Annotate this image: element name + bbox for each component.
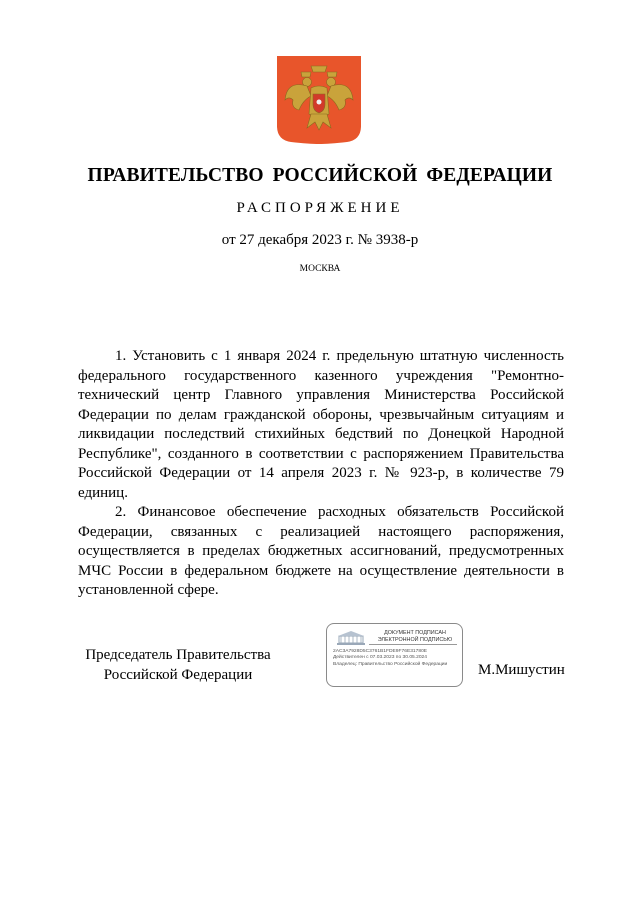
document-city: МОСКВА [299, 264, 341, 274]
stamp-owner: Владелец: Правительство Российской Федерации [333, 661, 448, 667]
coat-of-arms-icon [277, 56, 361, 144]
signatory-position-line2: Российской Федерации [103, 666, 253, 683]
building-icon [335, 630, 367, 646]
paragraph-2: 2. Финансовое обеспечение расходных обязательств Российской Федерации, связанных с реализацией настоящего распоряжения, осуществляется в пределах бюджетных ассигнований, предусмотренных МЧС России в федеральном бюджете на осуществление деятельности в установленной сфере. [78, 504, 564, 598]
document-date-number: от 27 декабря 2023 г. № 3938-р [221, 232, 419, 248]
government-title: ПРАВИТЕЛЬСТВО РОССИЙСКОЙ ФЕДЕРАЦИИ [87, 165, 553, 186]
stamp-details [333, 649, 458, 668]
signatory-position [78, 646, 278, 685]
paragraph-1: 1. Установить с 1 января 2024 г. предельную штатную численность федерального государственного казенного учреждения "Ремонтно-технический центр Главного управления Министерства Российской Федерации по делам гражданской обороны, чрезвычайным ситуациям и ликвидации последствий стихийных бедствий по Донецкой Народной Республике", созданного в соответствии с распоряжением Правительства Российской Федерации от 14 апреля 2023 г. № 923-р, в количестве 79 единиц. [78, 348, 564, 501]
stamp-header-line2: ЭЛЕКТРОННОЙ ПОДПИСЬЮ [377, 637, 453, 643]
stamp-divider [369, 644, 457, 645]
stamp-header-line1: ДОКУМЕНТ ПОДПИСАН [384, 630, 446, 636]
signatory-name: М.Мишустин [478, 662, 565, 678]
document-type: РАСПОРЯЖЕНИЕ [236, 200, 404, 216]
signatory-position-line1: Председатель Правительства [85, 647, 271, 663]
stamp-certificate: 2AC3A7928D5C3761B1FDE9F76E31780E [333, 649, 428, 654]
stamp-validity: Действителен с 07.03.2023 по 30.05.2024 [333, 655, 427, 661]
electronic-signature-stamp [326, 623, 463, 687]
document-body [78, 347, 564, 601]
stamp-header [371, 630, 459, 644]
